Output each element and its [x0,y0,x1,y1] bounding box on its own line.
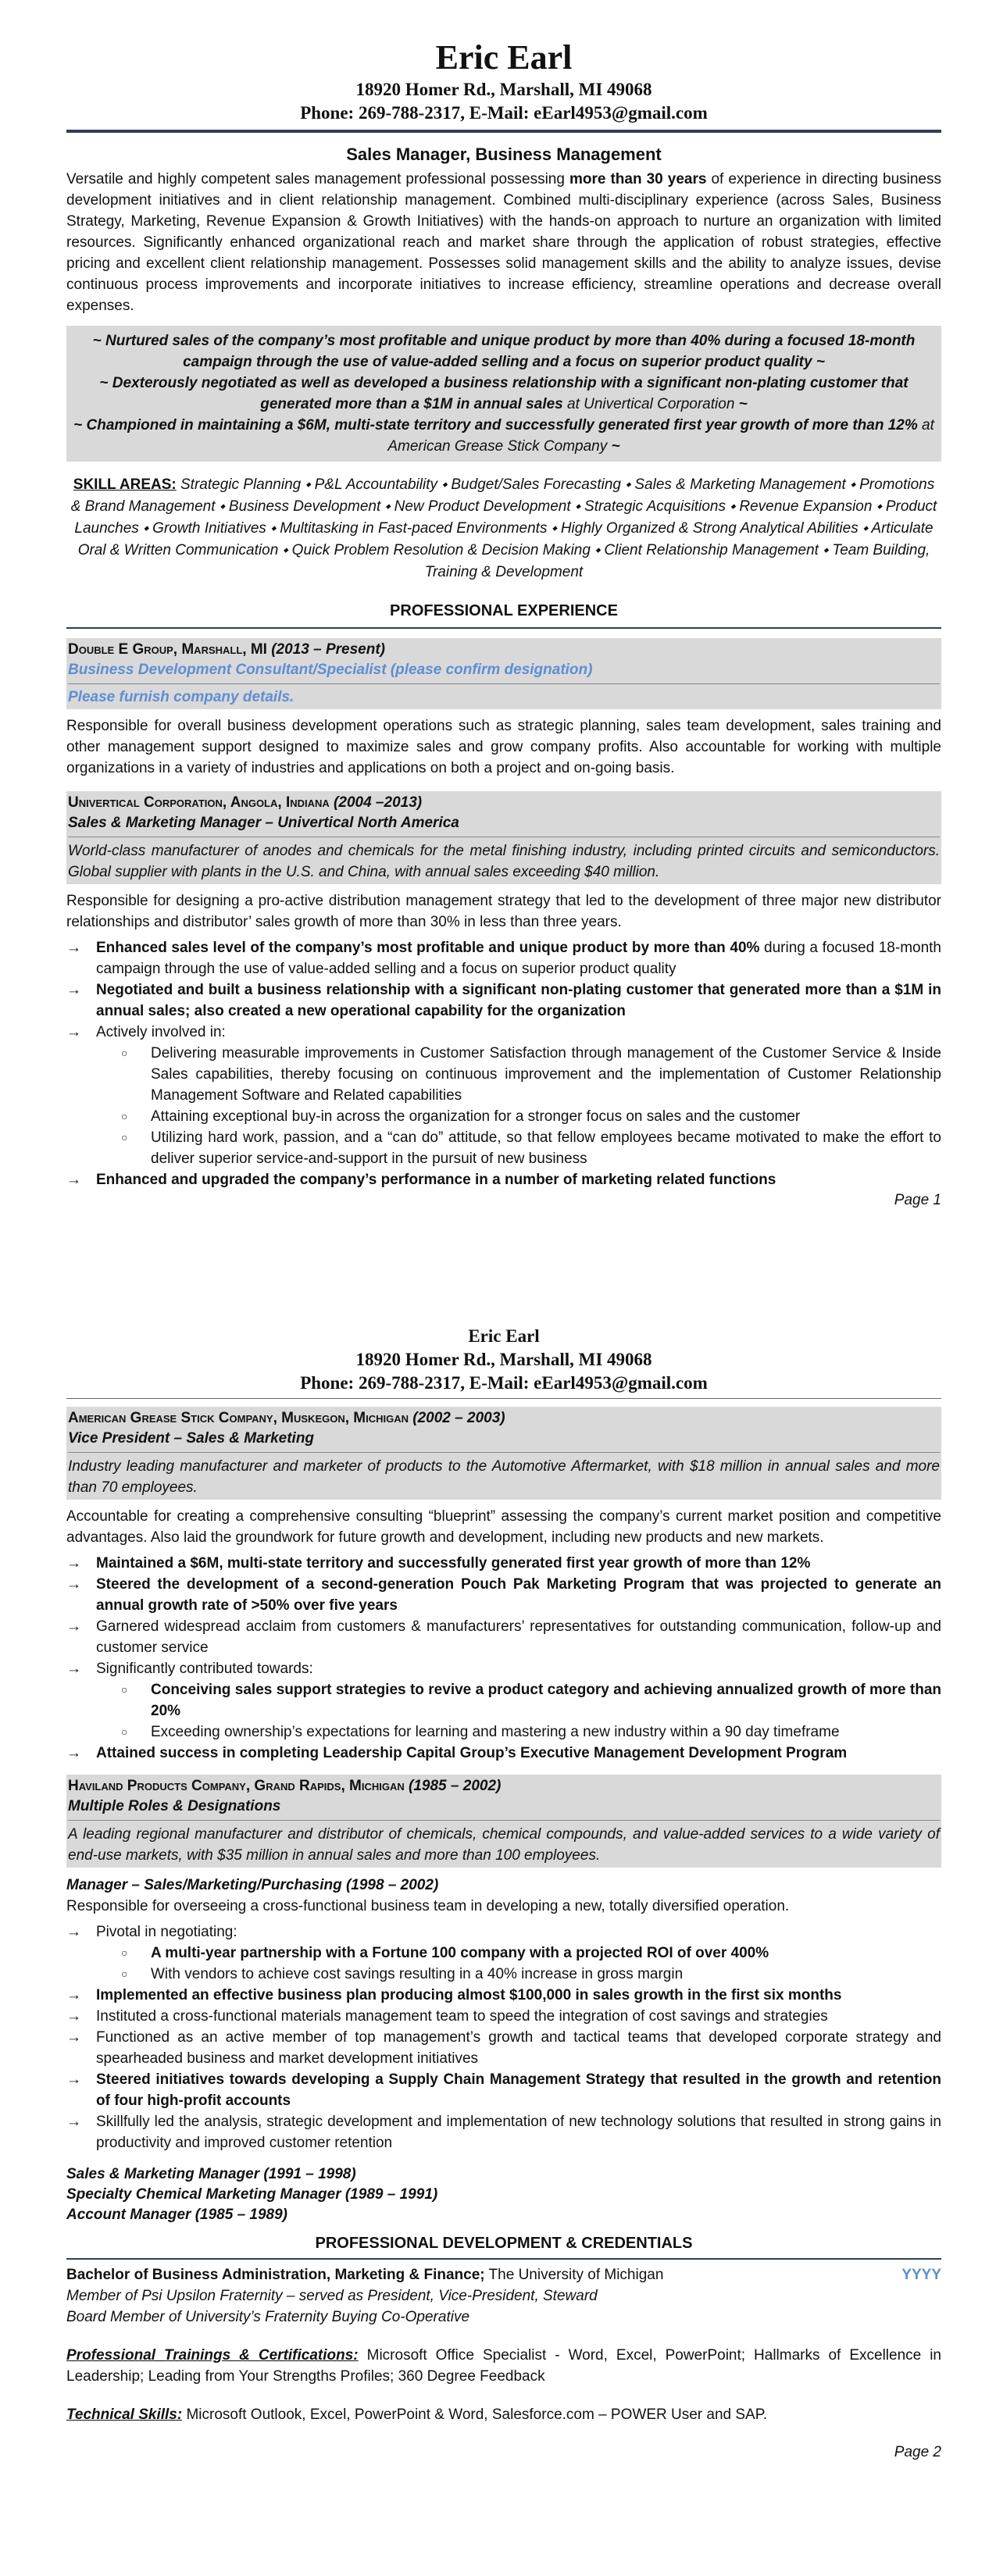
list-item: ○ Delivering measurable improvements in Customer Satisfaction through management of the Customer Service & Inside Sales capabilities, thereby focusing on continuous improvement and the implementation of Customer Relationship Management Software and Related capabilities [121,1043,941,1106]
list-item: → Actively involved in: [66,1022,941,1043]
highlight-3 [73,415,935,457]
job-haviland-subbullets [66,1943,941,1985]
list-item: → Skillfully led the analysis, strategic development and implementation of new technology solutions that resulted in strong gains in productivity and improved customer retention [66,2111,941,2153]
job-haviland-role: Multiple Roles & Designations [68,1798,281,1814]
company-dates: (2002 – 2003) [409,1410,505,1426]
job-haviland-description: A leading regional manufacturer and distributor of chemicals, chemical compounds, and value-added services to a wide variety of end-use markets, with $35 million in annual sales and more than 100 employees. [68,1826,940,1864]
list-item: → Functioned as an active member of top management’s growth and tactical teams that developed corporate strategy and spearheaded business and market development initiatives [66,2027,941,2069]
job-ags-header [66,1407,941,1500]
contact-line: Phone: 269-788-2317, E-Mail: eEarl4953@gmail.com [300,103,708,123]
company-name: Double E Group, Marshall, MI [68,641,267,658]
experience-title: PROFESSIONAL EXPERIENCE [390,602,618,619]
trainings-label: Professional Trainings & Certifications: [66,2347,359,2364]
earlier-role: Account Manager (1985 – 1989) [66,2207,288,2223]
job-doublee-paragraph: Responsible for overall business development operations such as strategic planning, sales team development, sales training and other management support designed to maximize sales and grow company profits. Also accountable for working with multiple organizations in a variety of industries and applications on both a project and on-going basis. [66,718,941,776]
highlight-3-main: ~ Championed in maintaining a $6M, multi-state territory and successfully generated first year growth of more than 12% [73,417,918,433]
job-haviland-subrole: Manager – Sales/Marketing/Purchasing (1998 – 2002) [66,1877,439,1893]
technical-skills-label: Technical Skills: [66,2407,183,2423]
job-univertical-description: World-class manufacturer of anodes and chemicals for the metal finishing industry, including printed circuits and semiconductors. Global supplier with plants in the U.S. and China, with annual sales exceeding $40 million. [68,843,940,880]
highlight-3-company: at American Grease Stick Company [387,417,934,455]
summary-paragraph [66,169,941,316]
list-item: ○ Attaining exceptional buy-in across the organization for a stronger focus on sales and the customer [121,1106,941,1127]
list-item: → Attained success in completing Leadership Capital Group’s Executive Management Development Program [66,1743,941,1764]
job-doublee-role: Business Development Consultant/Specialist (please confirm designation) [68,662,593,678]
company-dates: (2004 –2013) [329,794,423,811]
list-item: ○ Utilizing hard work, passion, and a “can do” attitude, so that fellow employees became motivated to make the effort to deliver superior service-and-support in the pursuit of new business [121,1127,941,1169]
list-item: → Maintained a $6M, multi-state territory and successfully generated first year growth of more than 12% [66,1553,941,1574]
earlier-role: Specialty Chemical Marketing Manager (1989 – 1991) [66,2186,438,2203]
job-univertical-bullets [66,937,941,1043]
technical-skills [66,2404,941,2425]
header-rule [66,130,941,133]
job-ags-description: Industry leading manufacturer and marketer of products to the Automotive Aftermarket, with $18 million in annual sales and more than 70 employees. [68,1458,940,1496]
degree-line [66,2264,941,2285]
membership-2: Board Member of University’s Fraternity Buying Co-Operative [66,2309,470,2325]
list-item: → Pivotal in negotiating: [66,1921,941,1943]
job-univertical-role: Sales & Marketing Manager – Univertical North America [68,815,459,831]
job-ags-bullets-end [66,1743,941,1764]
credentials-title: PROFESSIONAL DEVELOPMENT & CREDENTIALS [315,2235,693,2252]
highlight-2-end: ~ [738,396,748,412]
page-number-2: Page 2 [894,2444,941,2460]
credentials-rule [66,2258,941,2260]
list-item: → Significantly contributed towards: [66,1658,941,1679]
job-haviland-earlier-roles [66,2164,941,2225]
list-item: ○ Exceeding ownership’s expectations for learning and mastering a new industry within a 90 day timeframe [121,1721,941,1743]
highlight-1: ~ Nurtured sales of the company’s most profitable and unique product by more than 40% during a focused 18-month campaign through the use of value-added selling and a focus on superior product quality ~ [92,333,916,370]
experience-rule [66,627,941,629]
job-doublee-company [68,640,940,660]
job-doublee-note: Please furnish company details. [68,689,295,705]
skill-areas-list: Strategic Planning ⬩ P&L Accountability ⬩ Budget/Sales Forecasting ⬩ Sales & Marketing Management ⬩ Promotions & Brand Management ⬩ Business Development ⬩ New Product Development ⬩ Strategic Acquisitions ⬩ Revenue Expansion ⬩ Product Launches ⬩ Growth Initiatives ⬩ Multitasking in Fast-paced Environments ⬩ Highly Organized & Strong Analytical Abilities ⬩ Articulate Oral & Written Communication ⬩ Quick Problem Resolution & Decision Making ⬩ Client Relationship Management ⬩ Team Building, Training & Development [70,476,937,580]
list-item: ○ Conceiving sales support strategies to revive a product category and achieving annualized growth of more than 20% [121,1679,941,1721]
degree-title: Bachelor of Business Administration, Marketing & Finance; [66,2267,485,2283]
candidate-name-page2: Eric Earl [468,1326,540,1346]
list-item: → Implemented an effective business plan producing almost $100,000 in sales growth in the first six months [66,1985,941,2006]
skill-areas-label: SKILL AREAS: [73,476,177,493]
highlights-box [66,326,941,462]
candidate-name: Eric Earl [435,38,573,77]
degree-school: The University of Michigan [484,2267,664,2283]
trainings [66,2345,941,2387]
job-univertical-paragraph: Responsible for designing a pro-active distribution management strategy that led to the development of three major new distributor relationships and distributor’ sales growth of more than 30% in less than three years. [66,893,941,930]
job-haviland-company [68,1776,940,1796]
list-item: → Enhanced and upgraded the company’s performance in a number of marketing related functions [66,1169,941,1190]
job-haviland-header [66,1775,941,1868]
job-haviland-paragraph: Responsible for overseeing a cross-functional business team in developing a new, totally diversified operation. [66,1898,790,1914]
membership-1: Member of Psi Upsilon Fraternity – served as President, Vice-President, Steward [66,2288,598,2304]
job-haviland-bullets [66,1921,941,1943]
company-dates: (1985 – 2002) [404,1778,502,1794]
resume-page-1 [66,37,941,1209]
trainings-text: Microsoft Office Specialist - Word, Excel, PowerPoint; Hallmarks of Excellence in Leadership; Leading from Your Strengths Profiles; 360 Degree Feedback [66,2347,941,2385]
list-item: ○ A multi-year partnership with a Fortune 100 company with a projected ROI of over 400% [121,1943,941,1964]
job-ags-bullets [66,1553,941,1679]
technical-skills-text: Microsoft Outlook, Excel, PowerPoint & Word, Salesforce.com – POWER User and SAP. [182,2407,768,2423]
contact-line-page2: Phone: 269-788-2317, E-Mail: eEarl4953@gmail.com [300,1373,708,1393]
company-dates: (2013 – Present) [266,641,385,658]
skill-areas [66,474,941,583]
summary-text-c: of experience in directing business development initiatives and in client relationship management. Combined multi-disciplinary experience (across Sales, Business Strategy, Marketing, Revenue Expansion & Growth Initiatives) with the hands-on approach to nurture an organization with limited resources. Significantly enhanced organizational reach and market share through the application of robust strategies, effective pricing and excellent client relationship management. Possesses solid management skills and the ability to analyze issues, devise continuous process improvements and incorporate initiatives to increase efficiency, streamline operations and decrease overall expenses. [66,171,941,314]
address-page2: 18920 Homer Rd., Marshall, MI 49068 [355,1350,652,1369]
job-haviland-bullets-2 [66,1985,941,2153]
bullet-text: during a focused 18-month campaign through the use of value-added selling and a focus on superior product quality [96,940,942,977]
page-number-1: Page 1 [894,1192,941,1208]
summary-text-a: Versatile and highly competent sales management professional possessing [66,171,569,187]
degree-year: YYYY [901,2267,941,2283]
earlier-role: Sales & Marketing Manager (1991 – 1998) [66,2166,356,2182]
divider [68,1820,940,1821]
job-ags-subbullets [66,1679,941,1743]
company-name: Univertical Corporation, Angola, Indiana [68,794,330,811]
header-rule-page2 [66,1398,941,1399]
bullet-bold: Enhanced sales level of the company’s most profitable and unique product by more than 40% [96,940,760,956]
divider [68,1452,940,1453]
summary-text-bold: more than 30 years [569,171,707,187]
list-item: ○ With vendors to achieve cost savings resulting in a 40% increase in gross margin [121,1964,941,1985]
list-item: → Instituted a cross-functional materials management team to speed the integration of cost savings and strategies [66,2006,941,2027]
list-item: → Steered the development of a second-generation Pouch Pak Marketing Program that was projected to generate an annual growth rate of >50% over five years [66,1574,941,1616]
list-item: → Steered initiatives towards developing a Supply Chain Management Strategy that resulted in the growth and retention of four high-profit accounts [66,2069,941,2111]
address: 18920 Homer Rd., Marshall, MI 49068 [355,80,652,99]
job-ags-paragraph: Accountable for creating a comprehensive consulting “blueprint” assessing the company’s current market position and competitive advantages. Also laid the groundwork for future growth and development, including new products and new markets. [66,1508,941,1546]
resume-page-2 [66,1325,941,2461]
job-univertical-header [66,791,941,884]
summary-title: Sales Manager, Business Management [346,144,662,164]
job-univertical-bullets-end [66,1169,941,1190]
job-ags-company [68,1408,940,1429]
highlight-2-main: ~ Dexterously negotiated as well as developed a business relationship with a significant non-plating customer that generated more than a $1M in annual sales [99,375,909,412]
list-item [66,937,941,979]
highlight-3-end: ~ [611,438,620,455]
list-item: → Negotiated and built a business relationship with a significant non-plating customer that generated more than a $1M in annual sales; also created a new operational capability for the organization [66,979,941,1022]
job-ags-role: Vice President – Sales & Marketing [68,1430,315,1447]
divider [68,683,940,684]
company-name: Haviland Products Company, Grand Rapids, Michigan [68,1778,405,1794]
highlight-2-company: at Univertical Corporation [562,396,739,412]
job-doublee-header [66,638,941,709]
job-univertical-subbullets [66,1043,941,1169]
company-name: American Grease Stick Company, Muskegon, Michigan [68,1410,409,1426]
highlight-2 [73,373,935,415]
list-item: → Garnered widespread acclaim from customers & manufacturers’ representatives for outstanding communication, follow-up and customer service [66,1616,941,1658]
job-univertical-company [68,793,940,813]
